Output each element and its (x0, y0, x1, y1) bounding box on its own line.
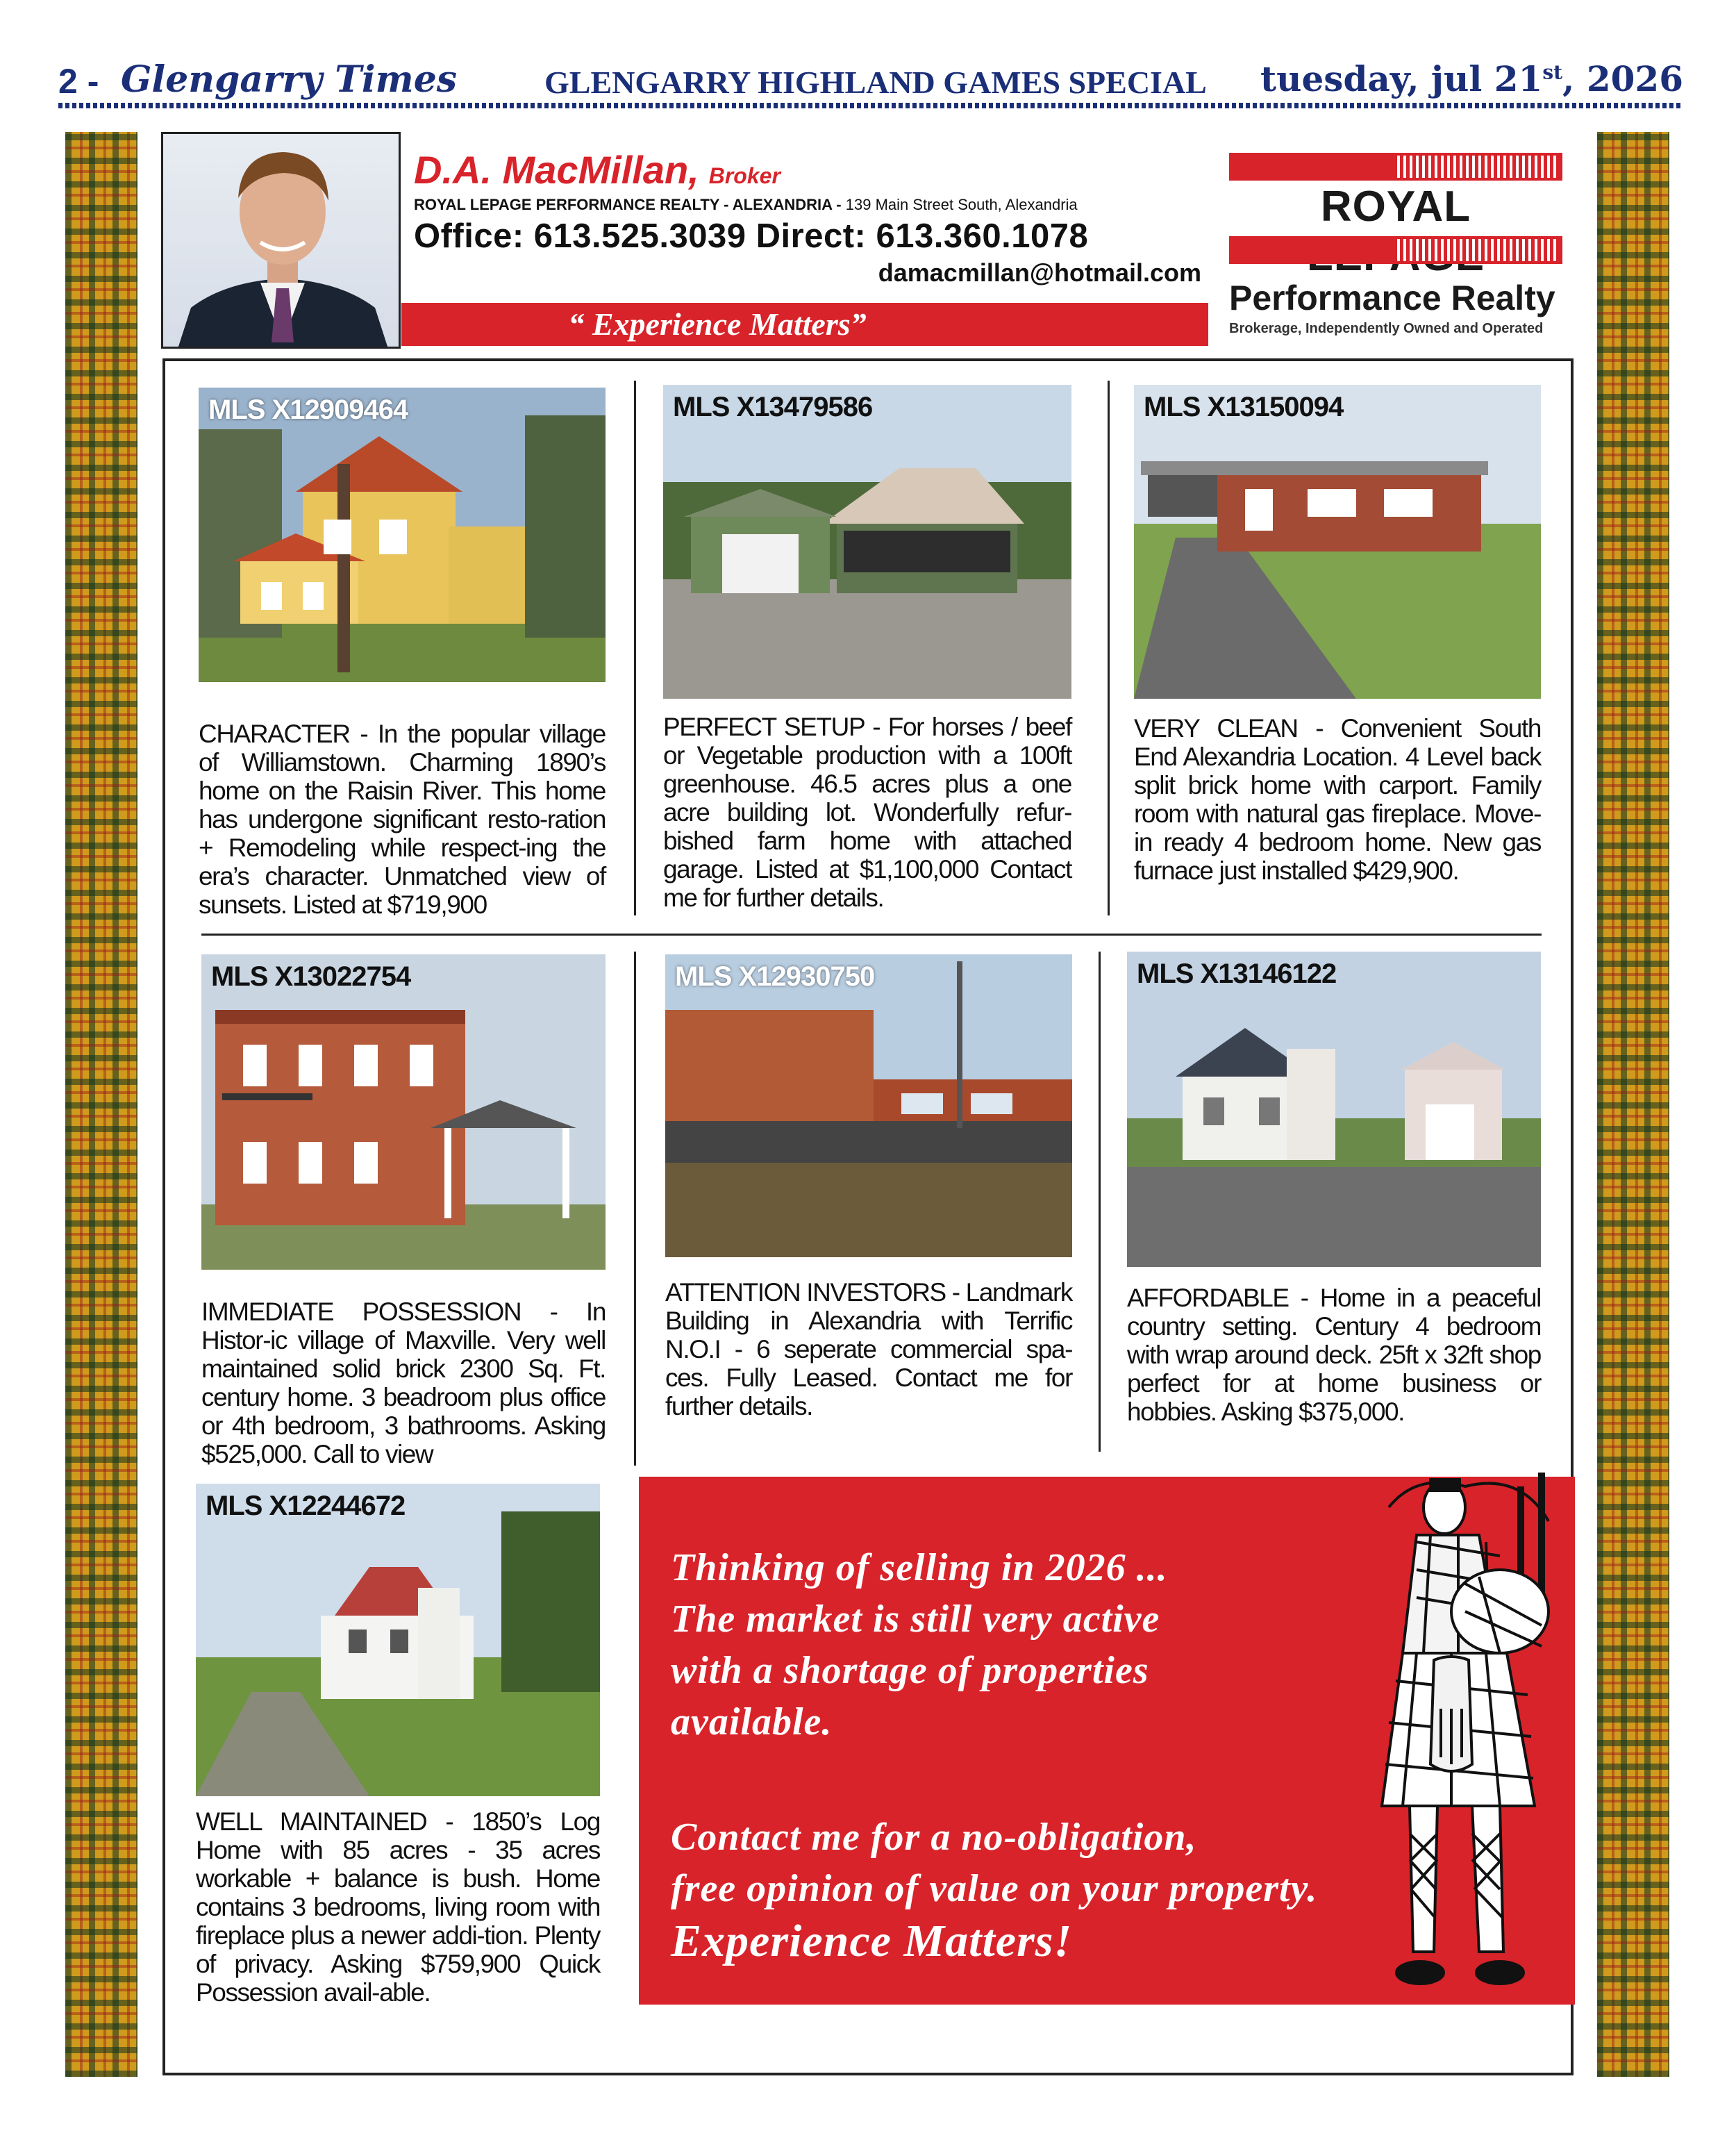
tartan-border-right (1597, 132, 1669, 2077)
listing-description: IMMEDIATE POSSESSION - In Histor-ic village of Maxville. Very well maintained solid brick 2300 Sq. Ft. century home. 3 beadroom plus office or 4th bedroom, 3 bathrooms. Asking $525,000. Call to view (201, 1297, 606, 1468)
mls-number: MLS X12909464 (208, 395, 408, 425)
mls-number: MLS X13022754 (211, 961, 411, 992)
listing-description: WELL MAINTAINED - 1850’s Log Home with 85 acres - 35 acres workable + balance is bush. Home contains 3 bedrooms, living room with fireplace plus a newer addi-tion. Plenty of privacy. Asking $759,900 Quick Possession avail-able. (196, 1807, 600, 2007)
agent-name: D.A. MacMillan, Broker (414, 148, 781, 192)
masthead-rule (58, 103, 1683, 108)
page-number: 2 - (58, 62, 99, 101)
promo-line: Contact me for a no-obligation, (671, 1816, 1197, 1859)
column-divider (634, 952, 636, 1466)
agent-photo (161, 132, 401, 349)
promo-line: available. (671, 1700, 833, 1743)
agent-email: damacmillan@hotmail.com (878, 258, 1201, 287)
publication-name: Glengarry Times (121, 58, 458, 101)
logo-office: Performance Realty (1229, 279, 1555, 317)
property-photo (1134, 385, 1541, 699)
column-divider (1099, 952, 1101, 1452)
section-title: GLENGARRY HIGHLAND GAMES SPECIAL (544, 65, 1207, 100)
agent-phones: Office: 613.525.3039 Direct: 613.360.1078 (414, 217, 1089, 255)
brokerage-address: ROYAL LEPAGE PERFORMANCE REALTY - ALEXANDRIA - 139 Main Street South, Alexandria (414, 196, 1078, 213)
mls-number: MLS X13146122 (1137, 959, 1337, 989)
promo-line: with a shortage of properties (671, 1649, 1149, 1692)
mls-number: MLS X13150094 (1144, 392, 1344, 422)
logo-brand: ROYAL (1320, 183, 1471, 231)
column-divider (634, 381, 636, 915)
promo-tagline: Experience Matters! (671, 1916, 1073, 1966)
row-divider (201, 934, 1542, 936)
property-photo (663, 385, 1071, 699)
listing-description: PERFECT SETUP - For horses / beef or Vegetable production with a 100ft greenhouse. 46.5 acres plus a one acre building lot. Wonderfully refur-bished farm home with attached garage. Listed at $1,100,000 Contact me for further details. (663, 713, 1071, 912)
listing-description: VERY CLEAN - Convenient South End Alexandria Location. 4 Level back split brick home with carport. Family room with natural gas fireplace. Move-in ready 4 bedroom home. New gas furnace just installed $429,900. (1134, 714, 1541, 885)
listing-description: CHARACTER - In the popular village of Williamstown. Charming 1890’s home on the Raisin River. This home has undergone significant resto-ration + Remodeling while respect-ing the era’s character. Unmatched view of sunsets. Listed at $719,900 (199, 720, 606, 919)
masthead (58, 58, 1683, 100)
mls-number: MLS X12930750 (675, 961, 875, 992)
listing-description: AFFORDABLE - Home in a peaceful country setting. Century 4 bedroom with wrap around deck. 25ft x 32ft shop perfect for at home business or hobbies. Asking $375,000. (1127, 1284, 1541, 1426)
column-divider (1108, 381, 1110, 915)
logo-tagline: Brokerage, Independently Owned and Operated (1229, 321, 1544, 336)
slogan-banner (401, 303, 1208, 346)
issue-date: tuesday, jul 21st, 2026 (1260, 58, 1683, 99)
bagpiper-illustration (1361, 1445, 1569, 2014)
property-photo (665, 954, 1072, 1257)
property-photo (201, 954, 606, 1270)
property-photo (199, 388, 606, 682)
promo-line: free opinion of value on your property. (671, 1867, 1318, 1910)
slogan-text: “ Experience Matters” (568, 306, 867, 342)
mls-number: MLS X12244672 (206, 1491, 406, 1521)
promo-line: Thinking of selling in 2026 ... (671, 1546, 1168, 1589)
royal-lepage-logo (1222, 146, 1569, 347)
property-photo (196, 1484, 600, 1796)
promo-line: The market is still very active (671, 1598, 1160, 1641)
listing-description: ATTENTION INVESTORS - Landmark Building in Alexandria with Terrific N.O.I - 6 seperate commercial spa-ces. Fully Leased. Contact me for further details. (665, 1278, 1072, 1420)
mls-number: MLS X13479586 (673, 392, 873, 422)
logo-bar-top (1229, 153, 1562, 181)
logo-bar-bottom (1229, 236, 1562, 264)
tartan-border-left (65, 132, 137, 2077)
property-photo (1127, 952, 1541, 1267)
